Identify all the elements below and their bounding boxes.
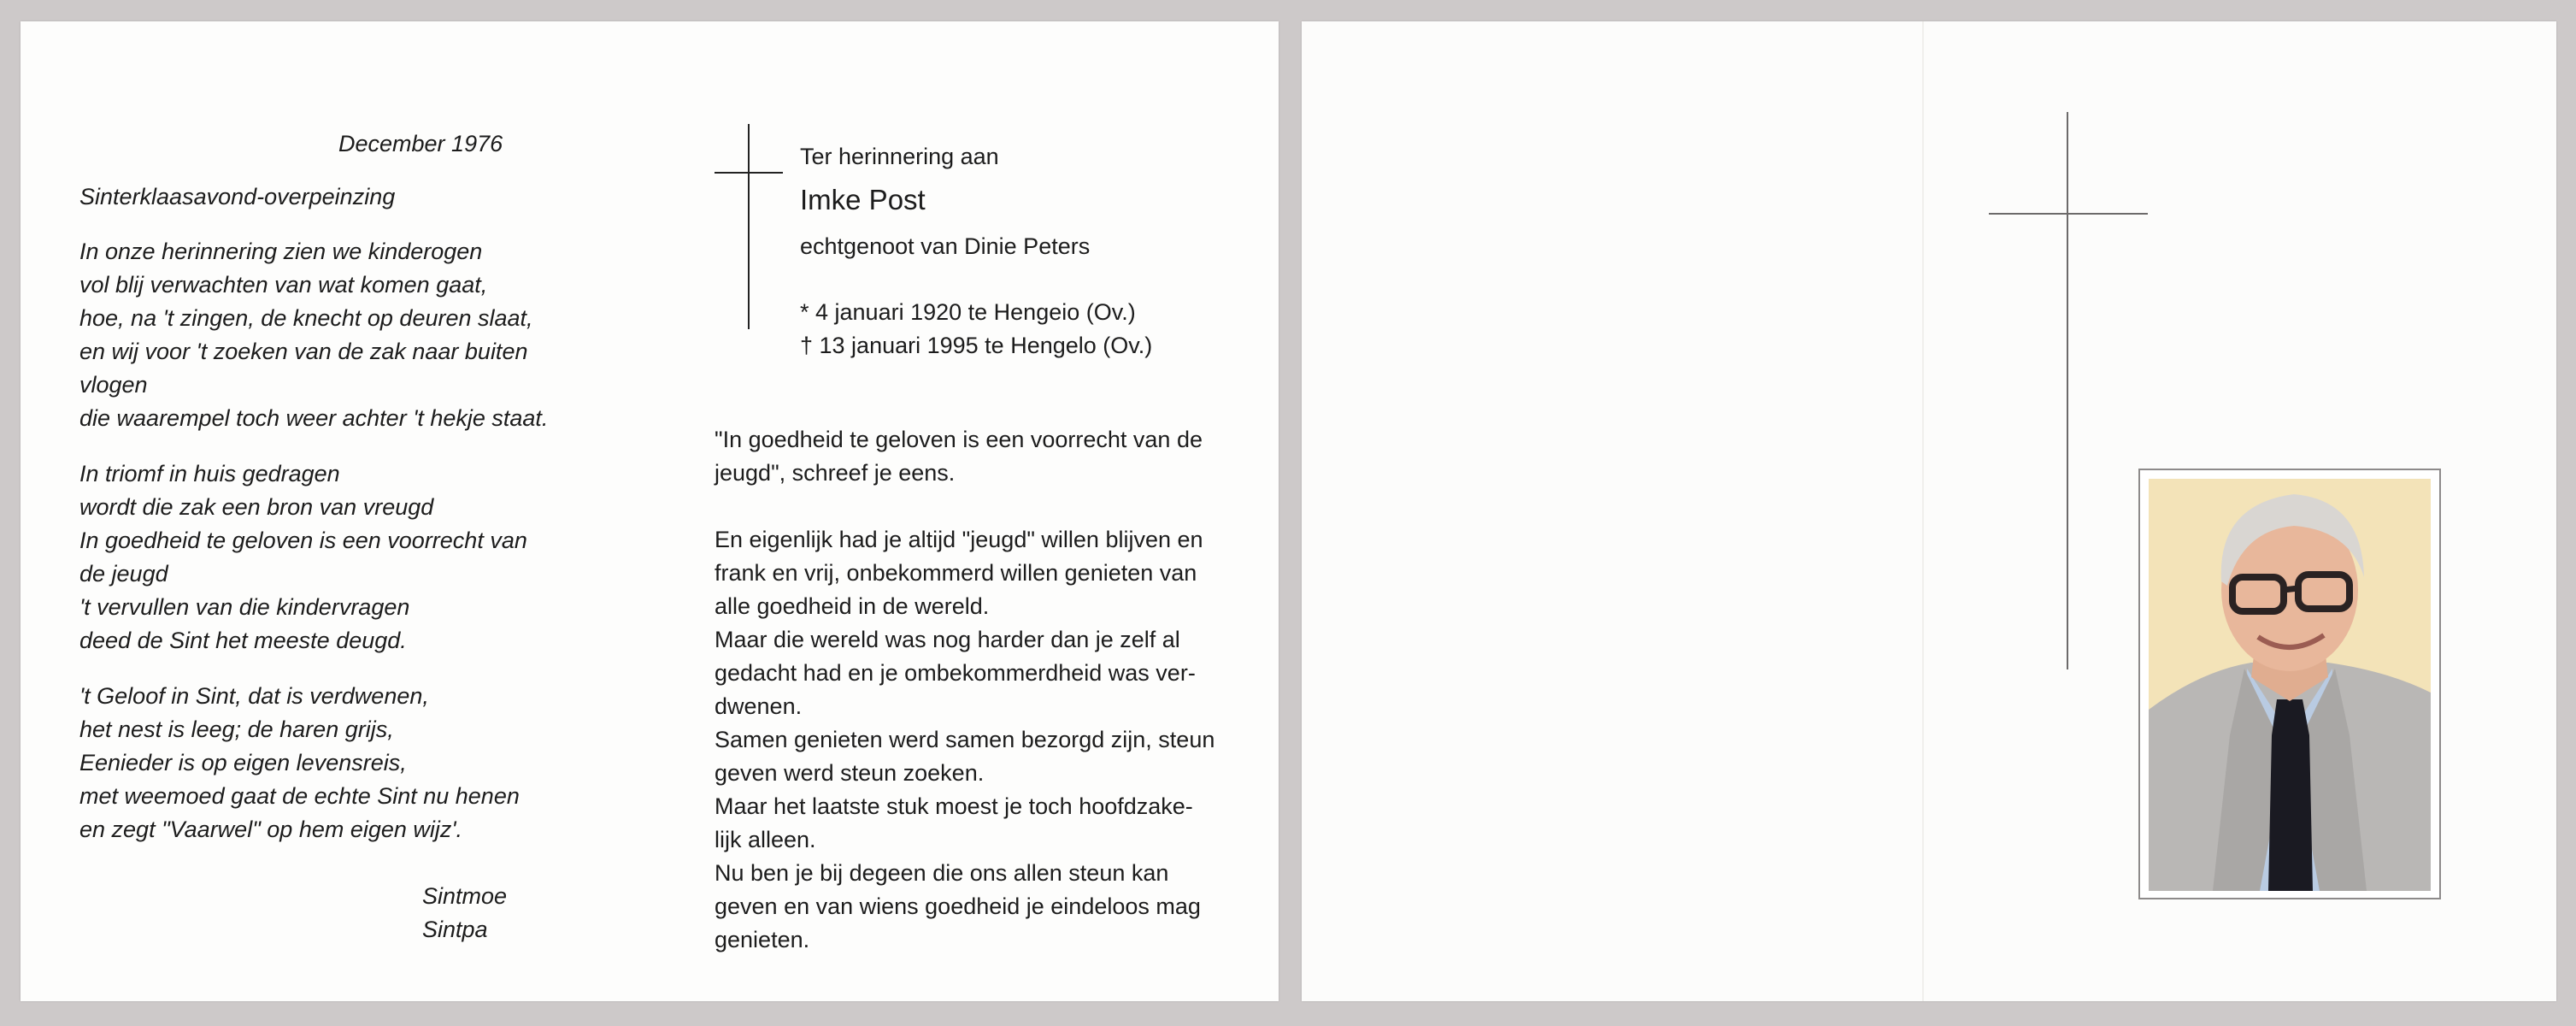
cross-icon xyxy=(715,124,783,329)
card-inside-spread xyxy=(21,21,1279,1001)
deceased-name: Imke Post xyxy=(800,184,926,215)
poem-stanza: In onze herinnering zien we kinderogen vol blij verwachten van wat komen gaat, hoe, na 't zingen, de knecht op deuren slaat, en wij voor 't zoeken van de zak naar buiten vlogen die waarempel toch weer achter 't hekje staat. xyxy=(79,239,549,431)
memorial-label: Ter herinnering aan xyxy=(800,144,999,169)
poem-stanza: In triomf in huis gedragen wordt die zak een bron van vreugd In goedheid te geloven is een voorrecht van de jeugd 't vervullen van die kindervragen deed de Sint het meeste deugd. xyxy=(79,461,527,653)
death-date: † 13 januari 1995 te Hengelo (Ov.) xyxy=(800,333,1153,358)
poem-signature: Sintpa xyxy=(422,917,488,942)
memorial-text: En eigenlijk had je altijd "jeugd" willen blijven en frank en vrij, onbekommerd willen genieten van alle goedheid in de wereld. Maar die wereld was nog harder dan je zelf al gedacht had en je ombekommerdheid was ver- dwenen. Samen genieten werd samen bezorgd zijn, steun geven werd steun zoeken. Maar het laatste stuk moest je toch hoofdzake- lijk alleen. Nu ben je bij degeen die ons allen steun kan geven en van wiens goedheid je eindeloos mag genieten. xyxy=(715,527,1215,952)
poem-signature: Sintmoe xyxy=(422,883,508,909)
card-outside-spread xyxy=(1302,21,2556,1001)
portrait-photo xyxy=(2149,479,2431,891)
cross-icon xyxy=(1989,112,2148,669)
photo-frame xyxy=(2138,469,2441,899)
memorial-quote: "In goedheid te geloven is een voorrecht van de jeugd", schreef je eens. xyxy=(715,427,1203,486)
spouse-line: echtgenoot van Dinie Peters xyxy=(800,233,1091,259)
poem-stanza: 't Geloof in Sint, dat is verdwenen, het nest is leeg; de haren grijs, Eenieder is op eigen levensreis, met weemoed gaat de echte Sint nu henen en zegt "Vaarwel" op hem eigen wijz'. xyxy=(79,683,520,842)
fold-line xyxy=(1922,21,1924,1001)
poem-date: December 1976 xyxy=(338,131,503,156)
poem-title: Sinterklaasavond-overpeinzing xyxy=(79,184,396,209)
birth-date: * 4 januari 1920 te Hengeio (Ov.) xyxy=(800,299,1136,325)
